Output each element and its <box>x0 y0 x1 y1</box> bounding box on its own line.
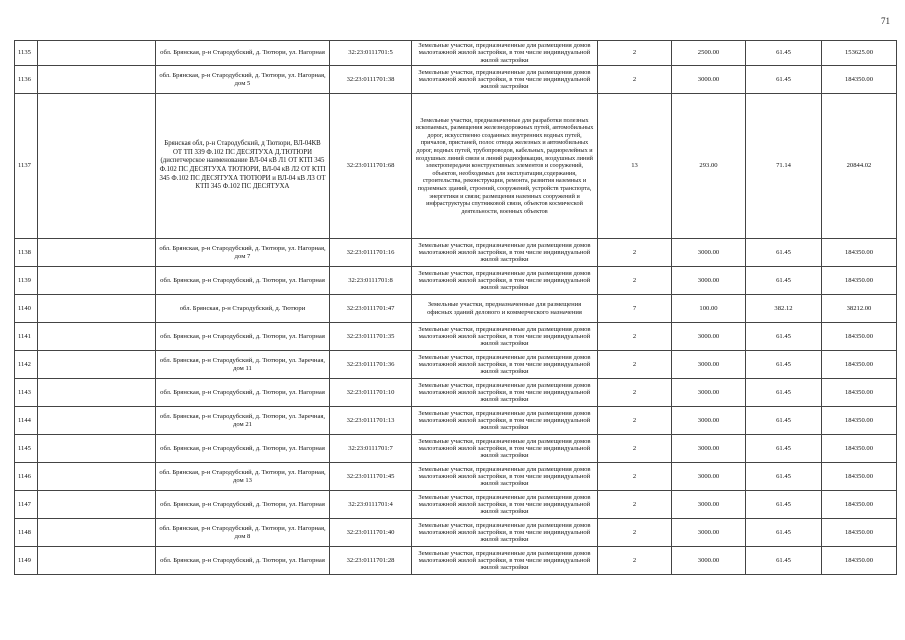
land-use-cell: Земельные участки, предназначенные для разработки полезных ископаемых, размещения железнодорожных путей, автомобильных дорог, искусственно созданных внутренних водных путей, причалов, пристаней, полос отвода железных и автомобильных дорог, водных путей, трубопроводов, кабельных, радиорелейных и воздушных линий связи и линий радиофикации, воздушных линий электропередачи конструктивных элементов и сооружений, объектов, необходимых для эксплуатации,содержания, строительства, реконструкции, ремонта, развития наземных и подземных зданий, строений, сооружений, устройств транспорта, энергетики и связи; размещения наземных сооружений и инфраструктуры спутниковой связи, объектов космической деятельности, военных объектов <box>412 94 598 239</box>
land-use-cell: Земельные участки, предназначенные для размещения домов малоэтажной жилой застройки, в том числе индивидуальной жилой застройки <box>412 379 598 407</box>
unit-value-cell: 61.45 <box>746 519 822 547</box>
land-use-cell: Земельные участки, предназначенные для размещения домов малоэтажной жилой застройки, в том числе индивидуальной жилой застройки <box>412 463 598 491</box>
row-number-cell: 1141 <box>15 323 38 351</box>
cadastral-value-cell: 184350.00 <box>822 66 897 94</box>
land-use-cell: Земельные участки, предназначенные для размещения домов малоэтажной жилой застройки, в том числе индивидуальной жилой застройки <box>412 267 598 295</box>
group-cell: 2 <box>598 267 672 295</box>
address-cell: обл. Брянская, р-н Стародубский, д. Тютюри, ул. Заречная, дом 21 <box>156 407 330 435</box>
address-cell: обл. Брянская, р-н Стародубский, д. Тютюри, ул. Нагорная <box>156 267 330 295</box>
unit-value-cell: 61.45 <box>746 66 822 94</box>
group-cell: 2 <box>598 323 672 351</box>
register-table <box>14 40 897 575</box>
cadastral-number-cell: 32:23:0111701:13 <box>330 407 412 435</box>
cadastral-number-cell: 32:23:0111701:16 <box>330 239 412 267</box>
area-cell: 3000.00 <box>672 267 746 295</box>
table-row <box>15 435 897 463</box>
address-cell: обл. Брянская, р-н Стародубский, д. Тютюри, ул. Нагорная <box>156 435 330 463</box>
table-row <box>15 66 897 94</box>
unit-value-cell: 382.12 <box>746 295 822 323</box>
row-number-cell: 1138 <box>15 239 38 267</box>
area-cell: 3000.00 <box>672 379 746 407</box>
address-cell: обл. Брянская, р-н Стародубский, д. Тютюри <box>156 295 330 323</box>
cadastral-value-cell: 184350.00 <box>822 407 897 435</box>
unit-value-cell: 61.45 <box>746 41 822 66</box>
unit-value-cell: 61.45 <box>746 407 822 435</box>
gap-cell <box>38 491 156 519</box>
cadastral-value-cell: 184350.00 <box>822 491 897 519</box>
area-cell: 3000.00 <box>672 66 746 94</box>
cadastral-number-cell: 32:23:0111701:8 <box>330 267 412 295</box>
gap-cell <box>38 463 156 491</box>
cadastral-value-cell: 184350.00 <box>822 435 897 463</box>
land-use-cell: Земельные участки, предназначенные для размещения домов малоэтажной жилой застройки, в том числе индивидуальной жилой застройки <box>412 351 598 379</box>
group-cell: 2 <box>598 41 672 66</box>
cadastral-number-cell: 32:23:0111701:40 <box>330 519 412 547</box>
unit-value-cell: 61.45 <box>746 491 822 519</box>
cadastral-number-cell: 32:23:0111701:10 <box>330 379 412 407</box>
gap-cell <box>38 239 156 267</box>
gap-cell <box>38 295 156 323</box>
land-use-cell: Земельные участки, предназначенные для размещения офисных зданий делового и коммерческого назначения <box>412 295 598 323</box>
table-row <box>15 407 897 435</box>
cadastral-number-cell: 32:23:0111701:35 <box>330 323 412 351</box>
group-cell: 2 <box>598 66 672 94</box>
land-use-cell: Земельные участки, предназначенные для размещения домов малоэтажной жилой застройки, в том числе индивидуальной жилой застройки <box>412 41 598 66</box>
gap-cell <box>38 547 156 575</box>
gap-cell <box>38 66 156 94</box>
cadastral-number-cell: 32:23:0111701:4 <box>330 491 412 519</box>
row-number-cell: 1147 <box>15 491 38 519</box>
register-rows <box>15 41 897 575</box>
address-cell: обл. Брянская, р-н Стародубский, д. Тютюри, ул. Нагорная <box>156 491 330 519</box>
area-cell: 100.00 <box>672 295 746 323</box>
address-cell: обл. Брянская, р-н Стародубский, д. Тютюри, ул. Нагорная <box>156 547 330 575</box>
row-number-cell: 1139 <box>15 267 38 295</box>
area-cell: 3000.00 <box>672 519 746 547</box>
cadastral-value-cell: 184350.00 <box>822 463 897 491</box>
row-number-cell: 1149 <box>15 547 38 575</box>
cadastral-value-cell: 153625.00 <box>822 41 897 66</box>
gap-cell <box>38 407 156 435</box>
group-cell: 2 <box>598 239 672 267</box>
cadastral-value-cell: 184350.00 <box>822 267 897 295</box>
unit-value-cell: 61.45 <box>746 239 822 267</box>
row-number-cell: 1136 <box>15 66 38 94</box>
area-cell: 3000.00 <box>672 435 746 463</box>
address-cell: обл. Брянская, р-н Стародубский, д. Тютюри, ул. Нагорная, дом 7 <box>156 239 330 267</box>
cadastral-value-cell: 184350.00 <box>822 351 897 379</box>
row-number-cell: 1148 <box>15 519 38 547</box>
cadastral-value-cell: 20844.02 <box>822 94 897 239</box>
gap-cell <box>38 351 156 379</box>
area-cell: 3000.00 <box>672 323 746 351</box>
cadastral-value-cell: 38212.00 <box>822 295 897 323</box>
land-use-cell: Земельные участки, предназначенные для размещения домов малоэтажной жилой застройки, в том числе индивидуальной жилой застройки <box>412 66 598 94</box>
gap-cell <box>38 94 156 239</box>
land-use-cell: Земельные участки, предназначенные для размещения домов малоэтажной жилой застройки, в том числе индивидуальной жилой застройки <box>412 435 598 463</box>
gap-cell <box>38 435 156 463</box>
area-cell: 293.00 <box>672 94 746 239</box>
gap-cell <box>38 323 156 351</box>
address-cell: обл. Брянская, р-н Стародубский, д. Тютюри, ул. Нагорная, дом 5 <box>156 66 330 94</box>
area-cell: 3000.00 <box>672 491 746 519</box>
unit-value-cell: 61.45 <box>746 547 822 575</box>
cadastral-number-cell: 32:23:0111701:7 <box>330 435 412 463</box>
unit-value-cell: 61.45 <box>746 435 822 463</box>
group-cell: 2 <box>598 491 672 519</box>
unit-value-cell: 61.45 <box>746 351 822 379</box>
address-cell: обл. Брянская, р-н Стародубский, д. Тютюри, ул. Нагорная <box>156 379 330 407</box>
group-cell: 2 <box>598 435 672 463</box>
land-use-cell: Земельные участки, предназначенные для размещения домов малоэтажной жилой застройки, в том числе индивидуальной жилой застройки <box>412 519 598 547</box>
row-number-cell: 1143 <box>15 379 38 407</box>
table-row <box>15 295 897 323</box>
row-number-cell: 1145 <box>15 435 38 463</box>
area-cell: 2500.00 <box>672 41 746 66</box>
unit-value-cell: 71.14 <box>746 94 822 239</box>
table-row <box>15 267 897 295</box>
table-row <box>15 491 897 519</box>
land-use-cell: Земельные участки, предназначенные для размещения домов малоэтажной жилой застройки, в том числе индивидуальной жилой застройки <box>412 547 598 575</box>
cadastral-value-cell: 184350.00 <box>822 519 897 547</box>
cadastral-number-cell: 32:23:0111701:68 <box>330 94 412 239</box>
row-number-cell: 1135 <box>15 41 38 66</box>
address-cell: обл. Брянская, р-н Стародубский, д. Тютюри, ул. Заречная, дом 11 <box>156 351 330 379</box>
address-cell: Брянская обл, р-н Стародубский, д Тютюри, ВЛ-04КВ ОТ ТП 339 Ф.102 ПС ДЕСЯТУХА Д.ТЮТЮРИ (диспетчерское наименование ВЛ-04 кВ Л1 ОТ КТП 345 Ф.102 ПС ДЕСЯТУХА ТЮТЮРИ, ВЛ-04 кВ Л2 ОТ КТП 345 Ф.102 ПС ДЕСЯТУХА ТЮТЮРИ и ВЛ-04 кВ Л3 ОТ КТП 345 Ф.102 ПС ДЕСЯТУХА <box>156 94 330 239</box>
address-cell: обл. Брянская, р-н Стародубский, д. Тютюри, ул. Нагорная, дом 13 <box>156 463 330 491</box>
unit-value-cell: 61.45 <box>746 379 822 407</box>
table-row <box>15 463 897 491</box>
group-cell: 2 <box>598 463 672 491</box>
area-cell: 3000.00 <box>672 407 746 435</box>
row-number-cell: 1137 <box>15 94 38 239</box>
group-cell: 2 <box>598 547 672 575</box>
gap-cell <box>38 267 156 295</box>
group-cell: 2 <box>598 519 672 547</box>
cadastral-number-cell: 32:23:0111701:5 <box>330 41 412 66</box>
gap-cell <box>38 519 156 547</box>
table-row <box>15 41 897 66</box>
row-number-cell: 1142 <box>15 351 38 379</box>
row-number-cell: 1144 <box>15 407 38 435</box>
cadastral-number-cell: 32:23:0111701:38 <box>330 66 412 94</box>
table-row <box>15 94 897 239</box>
unit-value-cell: 61.45 <box>746 463 822 491</box>
group-cell: 2 <box>598 379 672 407</box>
area-cell: 3000.00 <box>672 547 746 575</box>
unit-value-cell: 61.45 <box>746 323 822 351</box>
cadastral-number-cell: 32:23:0111701:47 <box>330 295 412 323</box>
group-cell: 2 <box>598 407 672 435</box>
row-number-cell: 1140 <box>15 295 38 323</box>
land-use-cell: Земельные участки, предназначенные для размещения домов малоэтажной жилой застройки, в том числе индивидуальной жилой застройки <box>412 407 598 435</box>
cadastral-value-cell: 184350.00 <box>822 379 897 407</box>
table-row <box>15 351 897 379</box>
area-cell: 3000.00 <box>672 463 746 491</box>
table-row <box>15 519 897 547</box>
land-use-cell: Земельные участки, предназначенные для размещения домов малоэтажной жилой застройки, в том числе индивидуальной жилой застройки <box>412 491 598 519</box>
table-row <box>15 379 897 407</box>
page-number: 71 <box>881 16 890 26</box>
table-row <box>15 323 897 351</box>
cadastral-number-cell: 32:23:0111701:28 <box>330 547 412 575</box>
land-use-cell: Земельные участки, предназначенные для размещения домов малоэтажной жилой застройки, в том числе индивидуальной жилой застройки <box>412 323 598 351</box>
address-cell: обл. Брянская, р-н Стародубский, д. Тютюри, ул. Нагорная <box>156 323 330 351</box>
group-cell: 7 <box>598 295 672 323</box>
unit-value-cell: 61.45 <box>746 267 822 295</box>
cadastral-value-cell: 184350.00 <box>822 547 897 575</box>
area-cell: 3000.00 <box>672 239 746 267</box>
land-use-cell: Земельные участки, предназначенные для размещения домов малоэтажной жилой застройки, в том числе индивидуальной жилой застройки <box>412 239 598 267</box>
cadastral-number-cell: 32:23:0111701:36 <box>330 351 412 379</box>
cadastral-value-cell: 184350.00 <box>822 239 897 267</box>
group-cell: 13 <box>598 94 672 239</box>
address-cell: обл. Брянская, р-н Стародубский, д. Тютюри, ул. Нагорная <box>156 41 330 66</box>
cadastral-number-cell: 32:23:0111701:45 <box>330 463 412 491</box>
row-number-cell: 1146 <box>15 463 38 491</box>
address-cell: обл. Брянская, р-н Стародубский, д. Тютюри, ул. Нагорная, дом 8 <box>156 519 330 547</box>
cadastral-value-cell: 184350.00 <box>822 323 897 351</box>
group-cell: 2 <box>598 351 672 379</box>
area-cell: 3000.00 <box>672 351 746 379</box>
table-row <box>15 239 897 267</box>
gap-cell <box>38 379 156 407</box>
gap-cell <box>38 41 156 66</box>
table-row <box>15 547 897 575</box>
